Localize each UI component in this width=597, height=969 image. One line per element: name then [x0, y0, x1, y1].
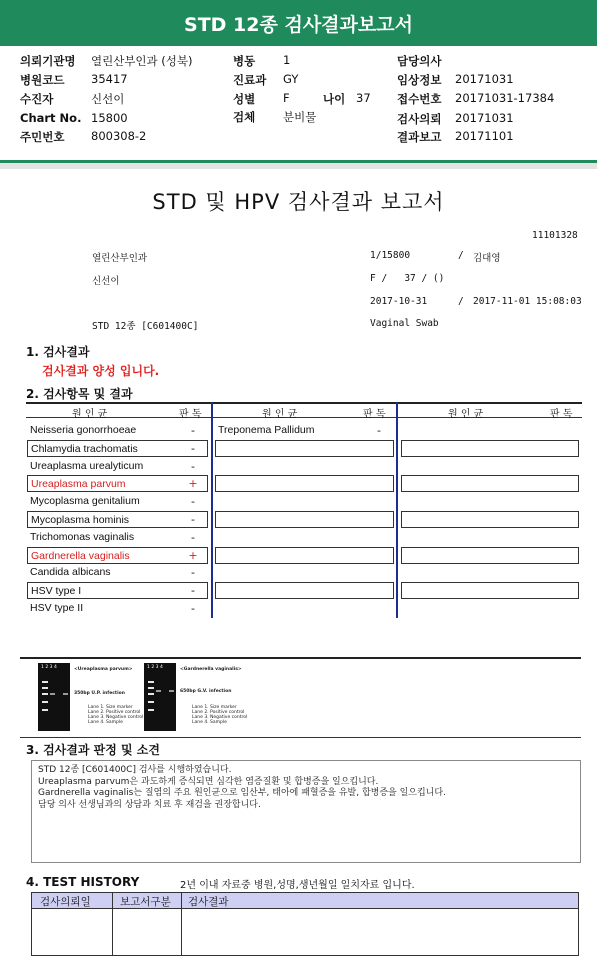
dept-label: 진료과 — [233, 73, 267, 87]
patient-value: 신선이 — [91, 92, 125, 106]
empty-result-cell — [401, 582, 579, 599]
section-result-heading: 1. 검사결과 — [26, 345, 90, 359]
institution-label: 의뢰기관명 — [20, 54, 76, 68]
slash: / — [458, 250, 464, 261]
divider — [20, 657, 581, 659]
report-datetime: 2017-11-01 15:08:03 — [473, 296, 582, 307]
history-note: 2년 이내 자료중 병원,성명,생년월일 일치자료 입니다. — [180, 880, 415, 891]
opinion-line: Gardnerella vaginalis는 질염의 주요 원인균으로 임산부, 태아에 패혈증을 유발, 합병증을 일으킵니다. — [38, 788, 446, 798]
patient-name: 신선이 — [92, 276, 120, 287]
result-value: + — [188, 477, 198, 490]
column-divider — [112, 893, 113, 955]
page-title: STD 12종 검사결과보고서 — [184, 13, 413, 36]
lane-numbers: 1 2 3 4 — [41, 665, 57, 670]
list-item: Treponema Pallidum — [218, 424, 315, 436]
gel-legend: Lane 1. Size marker — [192, 705, 237, 710]
history-col-type: 보고서구분 — [120, 896, 171, 908]
hospital-code-value: 35417 — [91, 72, 128, 86]
list-item: Chlamydia trachomatis — [27, 440, 208, 457]
id-value: 800308-2 — [91, 129, 147, 143]
gel-legend: Lane 4. Sample — [88, 720, 123, 725]
receipt-label: 접수번호 — [397, 92, 442, 106]
list-item: Trichomonas vaginalis — [30, 531, 135, 543]
gel-legend: Lane 4. Sample — [192, 720, 227, 725]
opinion-text-box — [31, 760, 581, 863]
ward-label: 병동 — [233, 54, 256, 68]
column-header: 원 인 균 — [262, 409, 298, 420]
result-value: - — [191, 442, 195, 455]
report-date-label: 결과보고 — [397, 130, 442, 144]
specimen-label: 검체 — [233, 110, 256, 124]
divider-shadow — [0, 163, 597, 169]
column-header: 원 인 균 — [448, 409, 484, 420]
judgment-header: 판 독 — [550, 409, 573, 420]
doctor-label: 담당의사 — [397, 54, 442, 68]
report-heading: STD 및 HPV 검사결과 보고서 — [152, 190, 445, 214]
result-value: - — [377, 424, 381, 437]
opinion-line: STD 12종 [C601400C] 검사를 시행하였습니다. — [38, 765, 232, 775]
gel-electrophoresis-image — [36, 663, 250, 734]
gel-legend: Lane 2. Positive control — [192, 710, 245, 715]
chart-reference: 1/15800 — [370, 250, 411, 261]
clinical-value: 20171031 — [455, 72, 514, 86]
gel-legend: Lane 2. Positive control — [88, 710, 141, 715]
judgment-header: 판 독 — [363, 409, 386, 420]
gel-right-band: 650bp G.V. infection — [180, 689, 232, 694]
list-item: Mycoplasma hominis — [27, 511, 208, 528]
request-label: 검사의뢰 — [397, 112, 442, 126]
list-item: HSV type II — [30, 602, 84, 614]
column-header: 원 인 균 — [72, 409, 108, 420]
hospital-code-label: 병원코드 — [20, 73, 65, 87]
result-value: - — [191, 602, 195, 615]
result-value: + — [188, 549, 198, 562]
age-label: 나이 — [323, 92, 346, 106]
slash: / — [458, 296, 464, 307]
age-value: 37 — [356, 91, 371, 105]
positive-result-message: 검사결과 양성 입니다. — [42, 364, 160, 378]
gel-left — [38, 663, 70, 731]
chart-no-label: Chart No. — [20, 111, 82, 125]
grid-header — [26, 402, 582, 418]
list-item: Ureaplasma parvum — [27, 475, 208, 492]
empty-result-cell — [401, 547, 579, 564]
sex-value: F — [283, 91, 290, 105]
patient-label: 수진자 — [20, 92, 54, 106]
gel-right-title: <Gardnerella vaginalis> — [180, 667, 242, 672]
result-value: - — [191, 495, 195, 508]
result-value: - — [191, 566, 195, 579]
sex-age: F / 37 / () — [370, 273, 445, 284]
judgment-header: 판 독 — [179, 409, 202, 420]
history-table — [31, 892, 579, 956]
list-item: Gardnerella vaginalis — [27, 547, 208, 564]
report-title-bar — [0, 0, 597, 46]
list-item: Ureaplasma urealyticum — [30, 460, 144, 472]
lane-numbers: 1 2 3 4 — [147, 665, 163, 670]
history-table-header — [32, 893, 578, 909]
patient-info-panel — [0, 46, 597, 162]
empty-result-cell — [215, 511, 394, 528]
empty-result-cell — [401, 440, 579, 457]
column-divider — [396, 402, 398, 618]
section-items-heading: 2. 검사항목 및 결과 — [26, 387, 133, 401]
divider — [20, 737, 581, 738]
chart-no-value: 15800 — [91, 111, 128, 125]
column-divider — [181, 893, 182, 955]
clinical-label: 임상정보 — [397, 73, 442, 87]
list-item: Mycoplasma genitalium — [30, 495, 140, 507]
result-value: - — [191, 513, 195, 526]
specimen-type: Vaginal Swab — [370, 318, 439, 329]
result-value: - — [191, 460, 195, 473]
empty-result-cell — [215, 440, 394, 457]
report-date-value: 20171101 — [455, 129, 514, 143]
test-name: STD 12종 [C601400C] — [92, 321, 199, 332]
history-col-result: 검사결과 — [188, 896, 229, 908]
section-opinion-heading: 3. 검사결과 판정 및 소견 — [26, 743, 160, 757]
result-value: - — [191, 531, 195, 544]
gel-legend: Lane 3. Negative control — [192, 715, 248, 720]
empty-result-cell — [401, 511, 579, 528]
result-value: - — [191, 424, 195, 437]
clinic-name: 열린산부인과 — [92, 253, 148, 264]
result-value: - — [191, 584, 195, 597]
gel-left-title: <Ureaplasma parvum> — [74, 667, 133, 672]
institution-value: 열린산부인과 (성북) — [91, 54, 193, 68]
request-date: 2017-10-31 — [370, 296, 428, 307]
opinion-line: Ureaplasma parvum은 과도하게 증식되면 심각한 염증질환 및 합병증을 일으킵니다. — [38, 776, 379, 787]
specimen-value: 분비물 — [283, 110, 317, 124]
empty-result-cell — [215, 582, 394, 599]
empty-result-cell — [215, 547, 394, 564]
list-item: Candida albicans — [30, 566, 111, 578]
empty-result-cell — [401, 475, 579, 492]
request-value: 20171031 — [455, 111, 514, 125]
id-label: 주민번호 — [20, 130, 65, 144]
gel-left-band: 350bp U.P. infection — [74, 691, 125, 696]
history-col-date: 검사의뢰일 — [40, 896, 91, 908]
sex-label: 성별 — [233, 92, 256, 106]
opinion-line: 담당 의사 선생님과의 상담과 치료 후 재검을 권장합니다. — [38, 799, 261, 810]
report-code: 11101328 — [532, 230, 578, 241]
gel-legend: Lane 3. Negative control — [88, 715, 144, 720]
gel-right — [144, 663, 176, 731]
receipt-value: 20171031-17384 — [455, 91, 555, 105]
section-history-heading: 4. TEST HISTORY — [26, 875, 140, 889]
list-item: HSV type I — [27, 582, 208, 599]
ward-value: 1 — [283, 53, 291, 67]
doctor-name: 김대영 — [473, 253, 501, 264]
list-item: Neisseria gonorrhoeae — [30, 424, 137, 436]
empty-result-cell — [215, 475, 394, 492]
column-divider — [211, 402, 213, 618]
gel-legend: Lane 1. Size marker — [88, 705, 133, 710]
dept-value: GY — [283, 72, 299, 86]
